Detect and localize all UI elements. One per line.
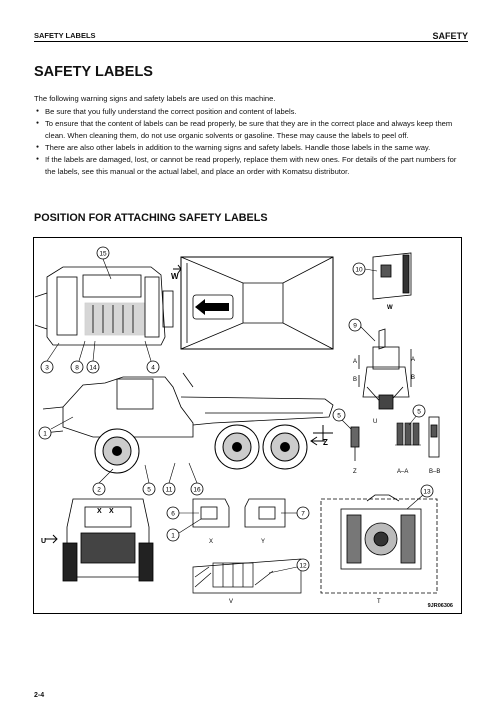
callout-bubble xyxy=(413,405,425,417)
wheel-front xyxy=(95,429,139,473)
callout-bubble xyxy=(93,483,105,495)
view-label: A–A xyxy=(397,469,409,475)
callout-bubble xyxy=(297,507,309,519)
callout-bubble xyxy=(143,483,155,495)
page-title: SAFETY LABELS xyxy=(34,64,153,80)
view-label: B–B xyxy=(429,469,441,475)
callout-number: 5 xyxy=(147,486,151,494)
callout-bubble xyxy=(87,361,99,373)
view-label: Z xyxy=(323,438,328,447)
figure-code: 9JR06306 xyxy=(427,603,453,609)
view-label: T xyxy=(219,304,224,313)
page-number: 2-4 xyxy=(34,692,45,699)
callout-bubble xyxy=(421,485,433,497)
detail-a-a-drawing xyxy=(395,423,421,445)
view-label: A xyxy=(353,359,358,365)
detail-t-drawing xyxy=(341,495,421,569)
callout-number: 8 xyxy=(75,364,79,372)
view-label: X xyxy=(209,539,214,545)
view-label: T xyxy=(377,599,381,605)
callout-number: 6 xyxy=(171,510,175,518)
callout-bubble xyxy=(167,529,179,541)
callout-number: 5 xyxy=(417,408,421,416)
callout-number: 15 xyxy=(99,250,107,258)
bullet-list xyxy=(34,106,462,177)
detail-w-drawing xyxy=(373,253,411,299)
callout-bubble xyxy=(41,361,53,373)
callout-number: 7 xyxy=(301,510,305,518)
bullet-item: ● To ensure that the content of labels can be read properly, be sure that they are in the correct place and always keep them clean. When cleaning them, do not use organic solvents or gasoline. These may cause the labels to peel off. xyxy=(34,118,462,142)
callout-number: 2 xyxy=(97,486,101,494)
callout-bubble xyxy=(147,361,159,373)
view-label: U xyxy=(373,419,378,425)
callout-bubble xyxy=(39,427,51,439)
detail-y-drawing xyxy=(245,499,285,527)
bullet-item: ● Be sure that you fully understand the correct position and content of labels. xyxy=(34,106,462,118)
wheel-rear xyxy=(263,425,307,469)
callout-number: 1 xyxy=(171,532,175,540)
callout-number: 16 xyxy=(193,486,201,494)
callout-number: 3 xyxy=(45,364,49,372)
detail-b-b-drawing xyxy=(429,417,439,457)
detail-z-drawing xyxy=(351,427,359,461)
callout-bubble xyxy=(333,409,345,421)
safety-label-position-diagram xyxy=(33,237,462,614)
header-section-label: SAFETY LABELS xyxy=(34,31,96,40)
callout-bubble xyxy=(353,263,365,275)
view-label: W xyxy=(387,305,393,311)
view-label: U xyxy=(41,538,47,545)
callout-bubble xyxy=(297,559,309,571)
detail-v-drawing xyxy=(193,559,301,593)
callout-number: 13 xyxy=(423,488,431,496)
view-label: B xyxy=(353,377,358,383)
view-label: B xyxy=(411,375,416,381)
view-label: X xyxy=(97,508,102,515)
callout-bubble xyxy=(167,507,179,519)
bullet-item: ● If the labels are damaged, lost, or cannot be read properly, replace them with new ones. For details of the part numbers for the labels, see this manual or the actual label, and place an order with Komatsu distributor. xyxy=(34,154,462,178)
callout-number: 9 xyxy=(353,322,357,330)
callout-number: 1 xyxy=(43,430,47,438)
wheel-mid xyxy=(215,425,259,469)
callout-number: 10 xyxy=(355,266,363,274)
view-label: A xyxy=(411,357,416,363)
callout-bubble xyxy=(163,483,175,495)
view-label: W xyxy=(171,272,179,281)
callout-number: 14 xyxy=(89,364,97,372)
view-label: Z xyxy=(353,469,357,475)
section-subtitle: POSITION FOR ATTACHING SAFETY LABELS xyxy=(34,212,268,224)
header-chapter-label: SAFETY xyxy=(432,31,468,41)
detail-u-drawing xyxy=(359,329,411,409)
callout-bubble xyxy=(191,483,203,495)
callout-bubble xyxy=(71,361,83,373)
intro-paragraph: The following warning signs and safety labels are used on this machine. xyxy=(34,94,276,103)
callout-bubble xyxy=(349,319,361,331)
bullet-item: ● There are also other labels in addition to the warning signs and safety labels. Handle those labels in the same way. xyxy=(34,142,462,154)
callout-number: 4 xyxy=(151,364,155,372)
callout-number: 11 xyxy=(165,486,173,494)
view-label: Y xyxy=(261,539,266,545)
callout-bubble xyxy=(97,247,109,259)
page-header xyxy=(34,26,468,42)
callout-set xyxy=(39,247,433,571)
view-label: X xyxy=(109,508,114,515)
callout-number: 12 xyxy=(299,562,307,570)
callout-number: 5 xyxy=(337,412,341,420)
header-rule xyxy=(34,41,468,42)
view-label: V xyxy=(229,599,234,605)
top-view-drawing xyxy=(35,257,333,349)
